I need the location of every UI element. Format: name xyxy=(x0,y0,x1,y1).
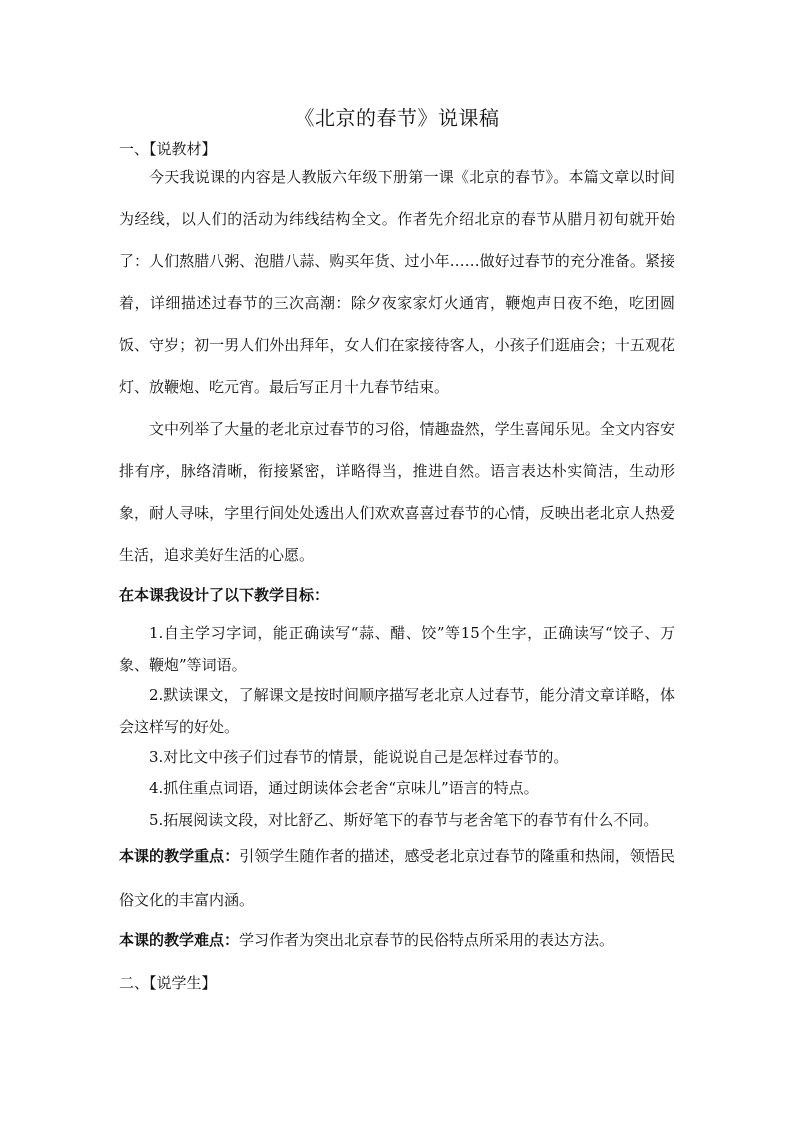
key-point-label: 本课的教学重点： xyxy=(119,847,240,865)
document-title: 《北京的春节》说课稿 xyxy=(294,106,500,130)
difficult-point-paragraph xyxy=(119,918,675,962)
difficult-point-label: 本课的教学难点： xyxy=(119,931,240,949)
goal-item-4: 4.抓住重点词语，通过朗读体会老舍“京味儿”语言的特点。 xyxy=(149,779,539,797)
paragraph-textbook-1: 今天我说课的内容是人教版六年级下册第一课《北京的春节》。本篇文章以时间为经线，以人们的活动为纬线结构全文。作者先介绍北京的春节从腊月初旬就开始了：人们熬腊八粥、泡腊八蒜、购买年货、过小年……做好过春节的充分准备。紧接着，详细描述过春节的三次高潮：除夕夜家家灯火通宵，鞭炮声日夜不绝，吃团圆饭、守岁；初一男人们外出拜年，女人们在家接待客人，小孩子们逛庙会；十五观花灯、放鞭炮、吃元宵。最后写正月十九春节结束。 xyxy=(119,168,675,396)
goal-item-5: 5.拓展阅读文段，对比舒乙、斯妤笔下的春节与老舍笔下的春节有什么不同。 xyxy=(149,811,659,829)
goal-item-1: 1.自主学习字词，能正确读写“蒜、醋、饺”等15个生字，正确读写“饺子、万象、鞭炮”等词语。 xyxy=(119,624,675,674)
section-heading-textbook: 一、【说教材】 xyxy=(119,140,217,158)
difficult-point-text: 学习作者为突出北京春节的民俗特点所采用的表达方法。 xyxy=(239,931,615,949)
key-point-paragraph xyxy=(119,834,675,922)
section-heading-students: 二、【说学生】 xyxy=(119,974,217,992)
goal-item-3: 3.对比文中孩子们过春节的情景，能说说自己是怎样过春节的。 xyxy=(149,748,569,766)
paragraph-textbook-2: 文中列举了大量的老北京过春节的习俗，情趣盎然，学生喜闻乐见。全文内容安排有序，脉络清晰，衔接紧密，详略得当，推进自然。语言表达朴实简洁，生动形象，耐人寻味，字里行间处处透出人们欢欢喜喜过春节的心情，反映出老北京人热爱生活，追求美好生活的心愿。 xyxy=(119,420,675,564)
goal-item-2: 2.默读课文，了解课文是按时间顺序描写老北京人过春节，能分清文章详略，体会这样写的好处。 xyxy=(119,686,675,736)
key-point-text: 引领学生随作者的描述，感受老北京过春节的隆重和热闹，领悟民俗文化的丰富内涵。 xyxy=(119,847,675,909)
section-heading-goals: 在本课我设计了以下教学目标： xyxy=(119,586,330,604)
